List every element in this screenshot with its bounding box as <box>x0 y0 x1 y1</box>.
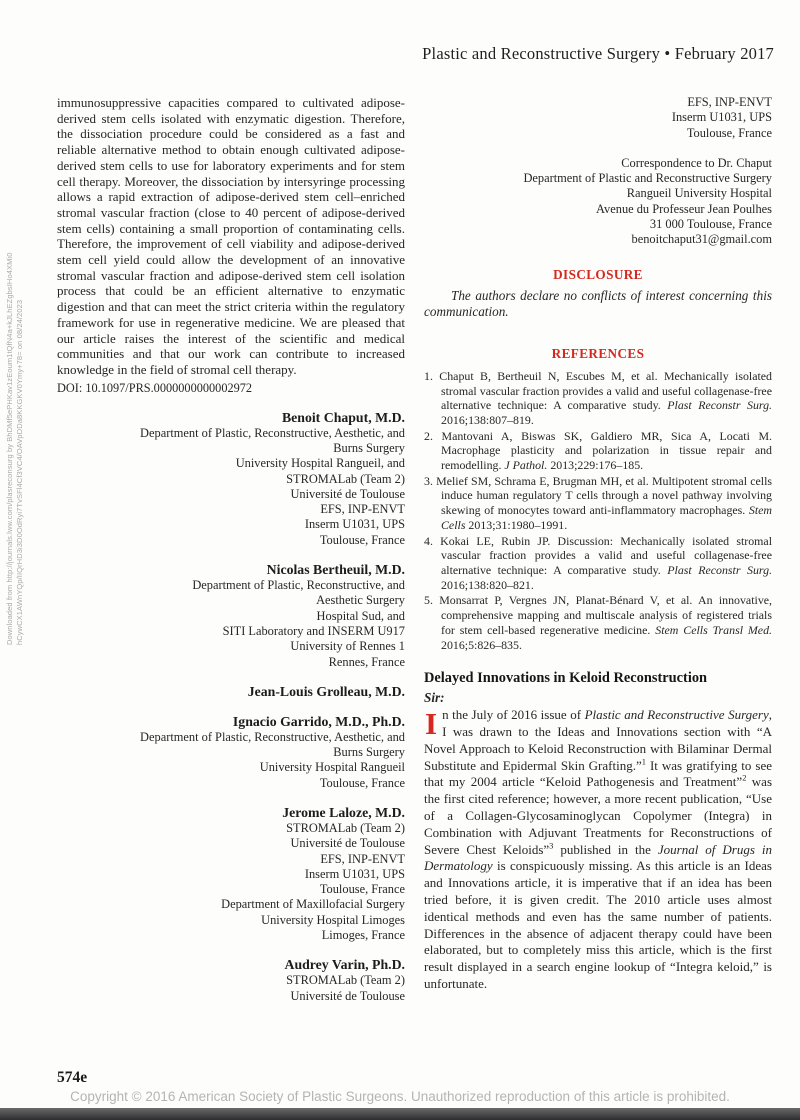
reference-item <box>424 593 772 652</box>
watermark-line-2: hCywCX1AWnYQp/IIQrHD3i3D0OdRyi7TvSFl4Cf3VC4/OAVpDDa8KKGKV0Ymy+78= on 08/24/2023 <box>15 299 24 645</box>
reference-number: 1. <box>424 368 440 383</box>
affiliation-line: Limoges, France <box>321 928 405 943</box>
text-segment: 2016;138:820–821. <box>441 577 534 592</box>
affiliation-line: Université de Toulouse <box>290 836 405 851</box>
affiliation-line: University Hospital Rangueil, and <box>235 456 405 471</box>
affiliation-line: EFS, INP-ENVT <box>320 851 405 866</box>
text-segment: published in the <box>553 841 658 857</box>
correspondence-line: Department of Plastic and Reconstructive Surgery <box>523 171 772 186</box>
author-block <box>57 805 405 943</box>
text-segment: 2016;5:826–835. <box>441 637 522 652</box>
author-list <box>57 410 405 1004</box>
letter-body-text <box>424 707 772 991</box>
author-block <box>57 684 405 700</box>
affiliation-line: Université de Toulouse <box>290 486 405 501</box>
affiliation-line: STROMALab (Team 2) <box>286 821 405 835</box>
affiliation-line: University of Rennes 1 <box>290 639 405 654</box>
reference-number: 4. <box>424 533 441 548</box>
letter-title: Delayed Innovations in Keloid Reconstruction <box>424 670 708 687</box>
drop-cap: I <box>425 706 438 742</box>
text-segment: is conspicuously missing. As this article is an Ideas and Innovations article, it is imperative that if an idea has been tried before, it is given credit. The 2010 article uses almost identical methods and even has the same number of patients. Differences in the absence of adjacent therapy could have been elaborated, but to completely miss this article, which is the first result displayed in a search engine lookup of “Integra keloid,” is unfortunate. <box>424 858 772 991</box>
author-name: Audrey Varin, Ph.D. <box>284 957 405 973</box>
affiliation-line: Toulouse, France <box>319 532 405 547</box>
reference-item <box>424 429 772 473</box>
reference-item <box>424 474 772 533</box>
affiliation-line: Department of Maxillofacial Surgery <box>221 897 405 912</box>
reference-number: 3. <box>424 473 437 488</box>
reference-item <box>424 369 772 428</box>
reference-item <box>424 534 772 593</box>
affiliation-line: Inserm U1031, UPS <box>671 110 772 125</box>
text-segment: Plastic and Reconstructive Surgery <box>584 707 769 723</box>
doi-line: DOI: 10.1097/PRS.0000000000002972 <box>57 380 253 395</box>
affiliation-line: Department of Plastic, Reconstructive, and <box>192 578 405 593</box>
author-name: Jean-Louis Grolleau, M.D. <box>247 683 405 699</box>
affiliation-line: Department of Plastic, Reconstructive, Aesthetic, and <box>140 425 405 440</box>
affiliation-line: Université de Toulouse <box>290 988 405 1003</box>
affiliation-line: Burns Surgery <box>333 745 405 760</box>
affiliation-line: SITI Laboratory and INSERM U917 <box>222 623 405 638</box>
affiliation-line: Toulouse, France <box>319 882 405 897</box>
affiliation-line: Inserm U1031, UPS <box>304 517 405 532</box>
copyright-line: Copyright © 2016 American Society of Plastic Surgeons. Unauthorized reproduction of this article is prohibited. <box>70 1089 730 1104</box>
text-segment: was the first cited reference; however, a more recent publication, “Use of a Collagen-Glycosaminoglycan Copolymer (Integra) in Combination with Adjuvant Treatments for Reconstructions of Severe Chest Keloids” <box>424 774 773 857</box>
text-segment: Plast Reconstr Surg. <box>667 398 772 413</box>
text-segment: Kokai LE, Rubin JP. Discussion: Mechanically isolated stromal vascular fraction provides a valid and useful collagenase-free alternative technique: A comparative study. <box>440 533 773 577</box>
author-name: Benoit Chaput, M.D. <box>281 409 405 425</box>
left-column <box>57 95 405 1004</box>
text-segment: 3 <box>549 840 554 851</box>
text-segment: J Pathol. <box>504 458 548 473</box>
reference-number: 2. <box>424 428 442 443</box>
author-block <box>57 410 405 548</box>
text-segment: 2016;138:807–819. <box>441 412 534 427</box>
download-watermark <box>5 195 24 645</box>
body-paragraph: immunosuppressive capacities compared to cultivated adipose-derived stem cells isolated with enzymatic digestion. Therefore, the dissociation procedure could be considered as a fast and reliable alternative method to obtain enough cultivated adipose-derived stem cells to use for laboratory experiments and for stem cell therapy. Moreover, the dissociation by intersyringe processing allows a rapid extraction of adipose-derived stem cell–enriched stromal vascular fraction (close to 40 percent of adipose-derived stem cells) containing a small proportion of contaminating cells. Therefore, the improvement of cell viability and adipose-derived stem cell yield could allow the development of an innovative stromal vascular fraction and adipose-derived stem cell isolation process that could be an efficient alternative to enzymatic digestion and that can meet the strict criteria within the regulatory framework for use in regenerative medicine. We are pleased that our article raises the interest of the scientific and medical communities and that our work can contribute to increased knowledge in the field of stromal cell therapy. <box>57 95 405 377</box>
affiliation-line: Hospital Sud, and <box>316 608 405 623</box>
correspondence-line: Correspondence to Dr. Chaput <box>621 155 772 170</box>
text-segment: Journal of Drugs in Dermatology <box>424 841 773 874</box>
text-segment: Chaput B, Bertheuil N, Escubes M, et al. Mechanically isolated stromal vascular fraction provides a valid and useful collagenase-free alternative technique: A comparative study. <box>439 368 773 413</box>
author-block <box>57 957 405 1004</box>
author-block <box>57 562 405 670</box>
correspondence-line: Rangueil University Hospital <box>626 186 772 201</box>
correspondence-block <box>424 156 772 248</box>
affiliation-line: EFS, INP-ENVT <box>320 502 405 517</box>
affiliation-line: University Hospital Rangueil <box>259 760 405 775</box>
affiliation-line: University Hospital Limoges <box>261 912 405 927</box>
text-segment: Monsarrat P, Vergnes JN, Planat-Bénard V, et al. An innovative, comprehensive mapping and multiscale analysis of registered trials for stem cell-based regenerative medicine. <box>439 593 773 637</box>
reference-number: 5. <box>424 593 440 608</box>
author-name: Jerome Laloze, M.D. <box>282 805 405 820</box>
affiliation-line: Rennes, France <box>328 654 405 669</box>
affiliation-line: Burns Surgery <box>333 440 405 455</box>
text-segment: Mantovani A, Biswas SK, Galdiero MR, Sica A, Locati M. Macrophage plasticity and polarization in tissue repair and remodelling. <box>441 428 772 473</box>
author-name: Ignacio Garrido, M.D., Ph.D. <box>232 713 405 729</box>
watermark-line-1: Downloaded from http://journals.lww.com/plasreconsurg by BhDMf5ePHKav1zEoum1tQfN4a+kJLhEZgbsIHo4XMi0 <box>5 252 14 645</box>
text-segment: It was gratifying to see that my 2004 article “Keloid Pathogenesis and Treatment” <box>424 757 772 790</box>
text-segment: , I was drawn to the Ideas and Innovations section with “A Novel Approach to Keloid Reconstruction with Bilaminar Dermal Substitute and Epidermal Skin Grafting.” <box>424 707 772 773</box>
page-number: 574e <box>57 1069 88 1086</box>
text-segment: 2013;229:176–185. <box>547 458 644 473</box>
author-block <box>57 714 405 791</box>
disclosure-heading: DISCLOSURE <box>553 266 643 282</box>
journal-header: Plastic and Reconstructive Surgery • February 2017 <box>422 44 774 63</box>
references-heading: REFERENCES <box>551 345 645 361</box>
text-segment: n the July of 2016 issue of <box>442 707 585 723</box>
reference-list <box>424 369 772 652</box>
correspondence-line: benoitchaput31@gmail.com <box>631 232 772 247</box>
affiliation-line: Department of Plastic, Reconstructive, Aesthetic, and <box>140 729 405 744</box>
author-name: Nicolas Bertheuil, M.D. <box>266 562 405 578</box>
disclosure-text: The authors declare no conflicts of interest concerning this communication. <box>424 287 772 320</box>
affiliation-line: Inserm U1031, UPS <box>304 866 405 881</box>
right-column <box>424 95 772 993</box>
text-segment: 2013;31:1980–1991. <box>465 517 568 532</box>
text-segment: 2 <box>742 773 747 784</box>
affiliation-line: STROMALab (Team 2) <box>286 973 405 988</box>
letter-paragraph <box>424 707 772 993</box>
affiliation-continued <box>424 95 772 141</box>
scan-bottom-edge <box>0 1108 800 1120</box>
affiliation-line: Aesthetic Surgery <box>316 593 405 608</box>
text-segment: Plast Reconstr Surg. <box>667 563 772 577</box>
correspondence-line: Avenue du Professeur Jean Poulhes <box>596 201 772 216</box>
text-segment: Melief SM, Schrama E, Brugman MH, et al. Multipotent stromal cells induce human regulatory T cells through a novel pathway involving skewing of monocytes toward anti-inflammatory macrophages. <box>436 473 772 518</box>
affiliation-line: Toulouse, France <box>686 125 772 140</box>
text-segment: 1 <box>641 756 646 767</box>
affiliation-line: Toulouse, France <box>319 775 405 790</box>
affiliation-line: EFS, INP-ENVT <box>687 95 772 109</box>
text-segment: Stem Cells <box>441 503 772 532</box>
letter-salutation: Sir: <box>424 690 445 706</box>
affiliation-line: STROMALab (Team 2) <box>286 471 405 486</box>
correspondence-line: 31 000 Toulouse, France <box>649 217 772 232</box>
text-segment: Stem Cells Transl Med. <box>655 622 772 637</box>
